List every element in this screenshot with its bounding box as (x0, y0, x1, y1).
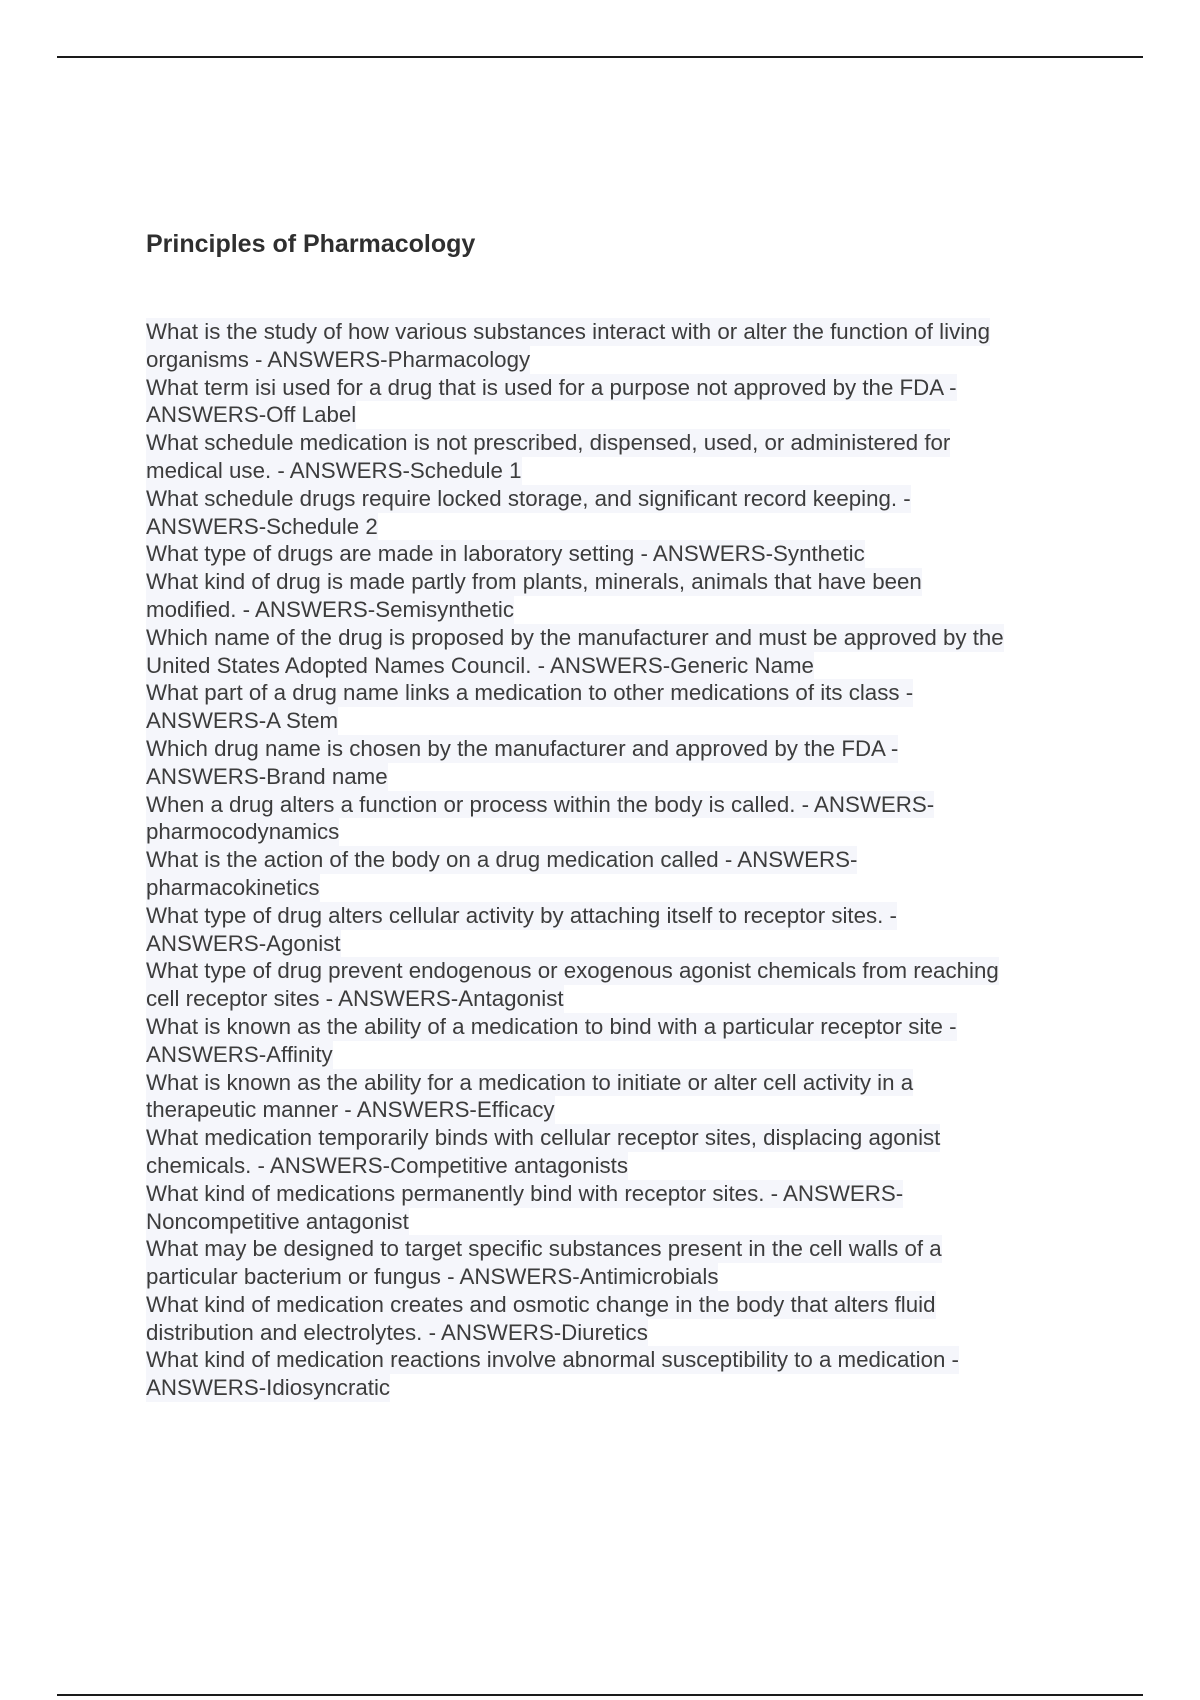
qa-line: What kind of drug is made partly from plants, minerals, animals that have been (146, 569, 922, 595)
qa-item (146, 902, 1086, 958)
qa-line: cell receptor sites - ANSWERS-Antagonist (146, 986, 564, 1012)
qa-line: What part of a drug name links a medication to other medications of its class - (146, 680, 914, 706)
qa-item (146, 735, 1086, 791)
footer-rule (57, 1694, 1143, 1696)
header-rule (57, 56, 1143, 58)
qa-line: What type of drug prevent endogenous or exogenous agonist chemicals from reaching (146, 958, 999, 984)
document-title: Principles of Pharmacology (146, 230, 476, 258)
qa-line: What kind of medication creates and osmotic change in the body that alters fluid (146, 1291, 936, 1317)
qa-line: modified. - ANSWERS-Semisynthetic (146, 596, 515, 622)
qa-line: What schedule drugs require locked storage, and significant record keeping. - (146, 485, 911, 511)
qa-item (146, 1124, 1086, 1180)
qa-line: ANSWERS-Off Label (146, 402, 357, 428)
qa-line: What may be designed to target specific substances present in the cell walls of a (146, 1236, 942, 1262)
qa-item (146, 846, 1086, 902)
qa-item (146, 374, 1086, 430)
qa-line: medical use. - ANSWERS-Schedule 1 (146, 457, 522, 483)
qa-line: What kind of medications permanently bind with receptor sites. - ANSWERS- (146, 1180, 904, 1206)
qa-line: ANSWERS-Schedule 2 (146, 513, 378, 539)
qa-line: organisms - ANSWERS-Pharmacology (146, 346, 531, 372)
qa-item (146, 1069, 1086, 1125)
qa-line: ANSWERS-Brand name (146, 763, 388, 789)
qa-item (146, 540, 1086, 568)
qa-item (146, 318, 1086, 374)
qa-line: What medication temporarily binds with cellular receptor sites, displacing agonist (146, 1125, 941, 1151)
qa-item (146, 791, 1086, 847)
qa-line: What kind of medication reactions involve abnormal susceptibility to a medication - (146, 1347, 959, 1373)
qa-line: What schedule medication is not prescribed, dispensed, used, or administered for (146, 430, 951, 456)
qa-line: chemicals. - ANSWERS-Competitive antagonists (146, 1152, 629, 1178)
qa-item (146, 1013, 1086, 1069)
qa-line: When a drug alters a function or process within the body is called. - ANSWERS- (146, 791, 935, 817)
qa-line: What is known as the ability of a medication to bind with a particular receptor site - (146, 1013, 957, 1039)
qa-line: Which name of the drug is proposed by the manufacturer and must be approved by the (146, 624, 1004, 650)
qa-line: What is the action of the body on a drug medication called - ANSWERS- (146, 847, 858, 873)
qa-line: What is the study of how various substances interact with or alter the function of living (146, 319, 990, 344)
qa-line: What type of drugs are made in laboratory setting - ANSWERS-Synthetic (146, 541, 865, 567)
qa-line: pharmocodynamics (146, 819, 340, 845)
qa-line: ANSWERS-Idiosyncratic (146, 1375, 391, 1401)
qa-item (146, 485, 1086, 541)
qa-line: United States Adopted Names Council. - ANSWERS-Generic Name (146, 652, 814, 678)
qa-item (146, 568, 1086, 624)
qa-item (146, 1346, 1086, 1402)
qa-item (146, 679, 1086, 735)
qa-list (146, 318, 1086, 1402)
qa-line: What is known as the ability for a medication to initiate or alter cell activity in a (146, 1069, 914, 1095)
qa-item (146, 1180, 1086, 1236)
qa-line: Noncompetitive antagonist (146, 1208, 409, 1234)
qa-item (146, 957, 1086, 1013)
qa-line: ANSWERS-Agonist (146, 930, 341, 956)
qa-line: distribution and electrolytes. - ANSWERS-Diuretics (146, 1319, 648, 1345)
qa-line: Which drug name is chosen by the manufacturer and approved by the FDA - (146, 735, 899, 761)
qa-line: therapeutic manner - ANSWERS-Efficacy (146, 1097, 555, 1123)
qa-line: What term isi used for a drug that is used for a purpose not approved by the FDA - (146, 374, 957, 400)
qa-item (146, 1291, 1086, 1347)
qa-item (146, 624, 1086, 680)
qa-item (146, 429, 1086, 485)
qa-line: particular bacterium or fungus - ANSWERS-Antimicrobials (146, 1264, 719, 1290)
qa-line: pharmacokinetics (146, 874, 320, 900)
qa-line: ANSWERS-Affinity (146, 1041, 333, 1067)
qa-item (146, 1235, 1086, 1291)
qa-line: What type of drug alters cellular activity by attaching itself to receptor sites. - (146, 902, 897, 928)
qa-line: ANSWERS-A Stem (146, 708, 339, 734)
